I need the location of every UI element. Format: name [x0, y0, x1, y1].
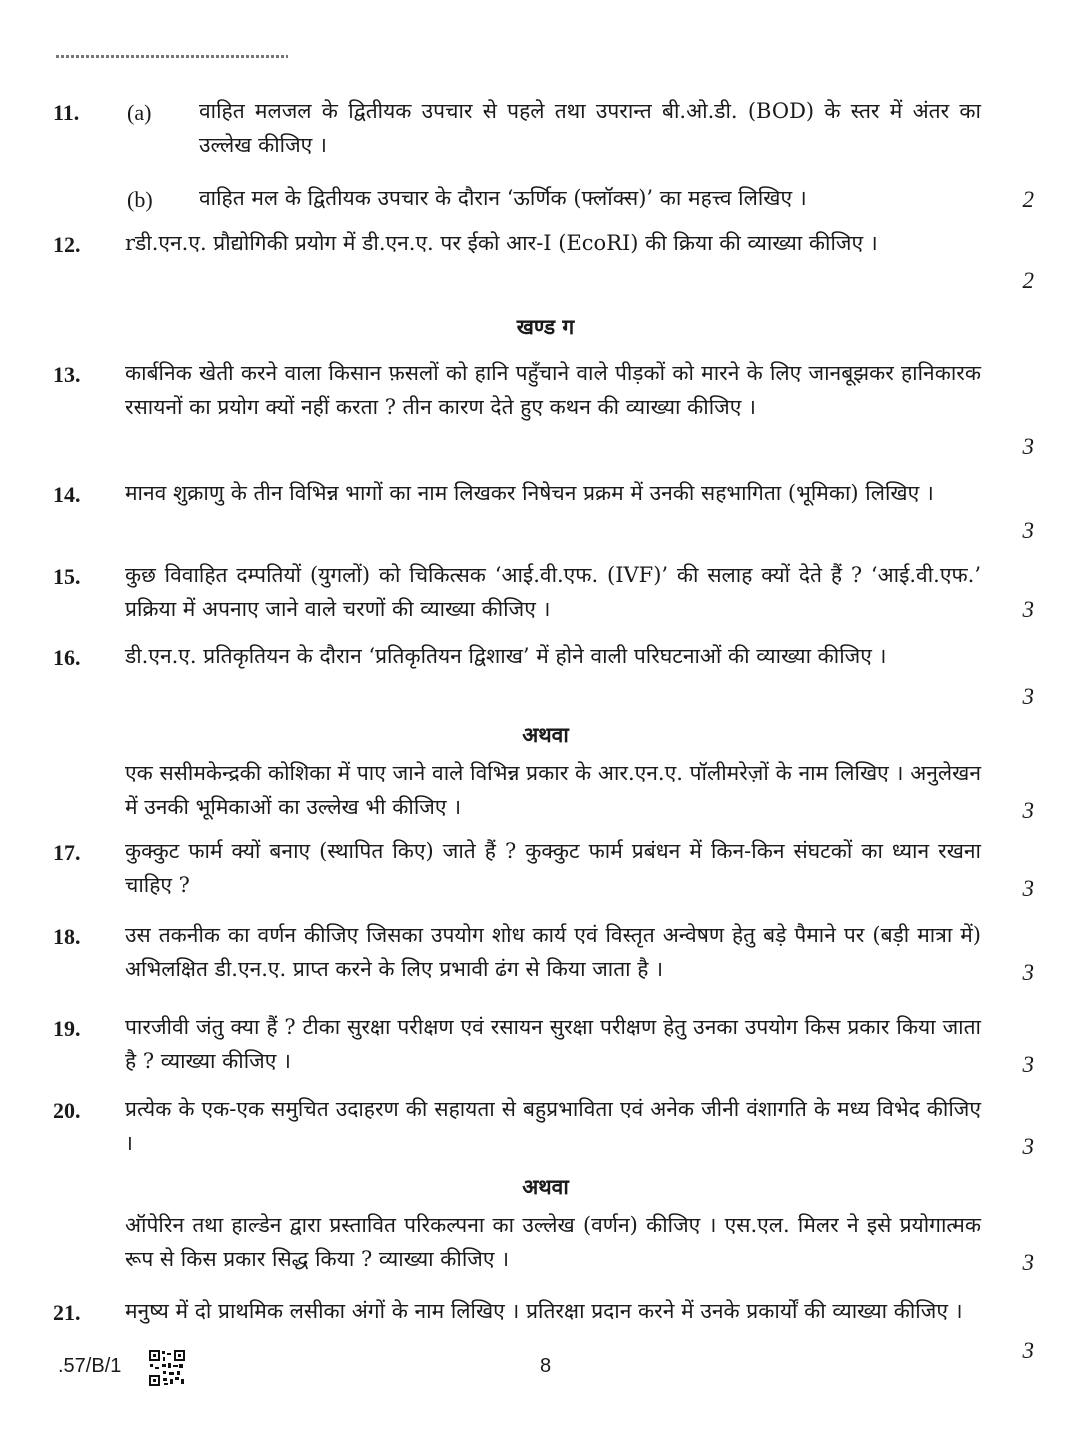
question-number: 19.	[53, 1016, 81, 1041]
marks: 3	[1022, 1134, 1034, 1159]
question-text: प्रत्येक के एक-एक समुचित उदाहरण की सहायता से बहुप्रभाविता एवं अनेक जीनी वंशागति के मध्य विभेद कीजिए ।	[125, 1097, 981, 1155]
question-number: 21.	[53, 1300, 81, 1325]
marks: 3	[1022, 1338, 1034, 1363]
question-number: 18.	[53, 924, 81, 949]
marks: 3	[1022, 798, 1034, 823]
sub-label-a: (a)	[127, 100, 152, 125]
marks: 3	[1022, 434, 1034, 459]
marks: 3	[1022, 960, 1034, 985]
marks: 3	[1022, 597, 1034, 622]
or-heading: अथवा	[522, 1174, 569, 1199]
question-number: 17.	[53, 840, 81, 865]
top-barcode-strip	[56, 55, 288, 58]
marks: 2	[1022, 187, 1034, 212]
or-heading: अथवा	[522, 722, 569, 747]
page-number: 8	[539, 1355, 552, 1377]
question-number: 20.	[53, 1098, 81, 1123]
question-text: मानव शुक्राणु के तीन विभिन्न भागों का नाम लिखकर निषेचन प्रक्रम में उनकी सहभागिता (भूमिका) लिखिए ।	[125, 481, 934, 505]
question-11b-text: वाहित मल के द्वितीयक उपचार के दौरान ‘ऊर्णिक (फ्लॉक्स)’ का महत्त्व लिखिए ।	[199, 186, 807, 210]
question-number: 13.	[53, 362, 81, 387]
marks: 3	[1022, 876, 1034, 901]
question-text: उस तकनीक का वर्णन कीजिए जिसका उपयोग शोध कार्य एवं विस्तृत अन्वेषण हेतु बड़े पैमाने पर (बड़ी मात्रा में) अभिलक्षित डी.एन.ए. प्राप्त करने के लिए प्रभावी ढंग से किया जाता है ।	[125, 923, 981, 981]
question-text: कुक्कुट फार्म क्यों बनाए (स्थापित किए) जाते हैं ? कुक्कुट फार्म प्रबंधन में किन-किन संघटकों का ध्यान रखना चाहिए ?	[125, 839, 981, 897]
marks: 3	[1022, 1052, 1034, 1077]
question-text: डी.एन.ए. प्रतिकृतियन के दौरान ‘प्रतिकृतियन द्विशाख’ में होने वाली परिघटनाओं की व्याख्या कीजिए ।	[125, 644, 887, 668]
section-heading: खण्ड ग	[516, 314, 575, 339]
alternative-question-text: ऑपेरिन तथा हाल्डेन द्वारा प्रस्तावित परिकल्पना का उल्लेख (वर्णन) कीजिए । एस.एल. मिलर ने इसे प्रयोगात्मक रूप से किस प्रकार सिद्ध किया ? व्याख्या कीजिए ।	[125, 1213, 981, 1271]
question-text: मनुष्य में दो प्राथमिक लसीका अंगों के नाम लिखिए । प्रतिरक्षा प्रदान करने में उनके प्रकार्यों की व्याख्या कीजिए ।	[125, 1299, 963, 1323]
marks: 2	[1022, 268, 1034, 293]
marks: 3	[1022, 518, 1034, 543]
question-text: कुछ विवाहित दम्पतियों (युगलों) को चिकित्सक ‘आई.वी.एफ. (IVF)’ की सलाह क्यों देते हैं ? ‘आई.वी.एफ.’ प्रक्रिया में अपनाए जाने वाले चरणों की व्याख्या कीजिए ।	[125, 563, 981, 621]
question-11a-text: वाहित मलजल के द्वितीयक उपचार से पहले तथा उपरान्त बी.ओ.डी. (BOD) के स्तर में अंतर का उल्लेख कीजिए ।	[199, 99, 981, 157]
question-text: कार्बनिक खेती करने वाला किसान फ़सलों को हानि पहुँचाने वाले पीड़कों को मारने के लिए जानबूझकर हानिकारक रसायनों का प्रयोग क्यों नहीं करता ? तीन कारण देते हुए कथन की व्याख्या कीजिए ।	[125, 361, 981, 419]
marks: 3	[1022, 684, 1034, 709]
paper-code: .57/B/1	[58, 1355, 122, 1377]
question-text: पारजीवी जंतु क्या हैं ? टीका सुरक्षा परीक्षण एवं रसायन सुरक्षा परीक्षण हेतु उनका उपयोग किस प्रकार किया जाता है ? व्याख्या कीजिए ।	[125, 1015, 981, 1073]
question-number: 11.	[53, 100, 80, 125]
question-number: 15.	[53, 564, 81, 589]
sub-label-b: (b)	[127, 187, 153, 212]
alternative-question-text: एक ससीमकेन्द्रकी कोशिका में पाए जाने वाले विभिन्न प्रकार के आर.एन.ए. पॉलीमरेज़ों के नाम लिखिए । अनुलेखन में उनकी भूमिकाओं का उल्लेख भी कीजिए ।	[125, 761, 981, 819]
question-number: 16.	[53, 645, 81, 670]
marks: 3	[1022, 1250, 1034, 1275]
question-text: rडी.एन.ए. प्रौद्योगिकी प्रयोग में डी.एन.ए. पर ईको आर-I (EcoRI) की क्रिया की व्याख्या कीजिए ।	[125, 231, 878, 255]
question-number: 14.	[53, 482, 81, 507]
question-number: 12.	[53, 232, 81, 257]
